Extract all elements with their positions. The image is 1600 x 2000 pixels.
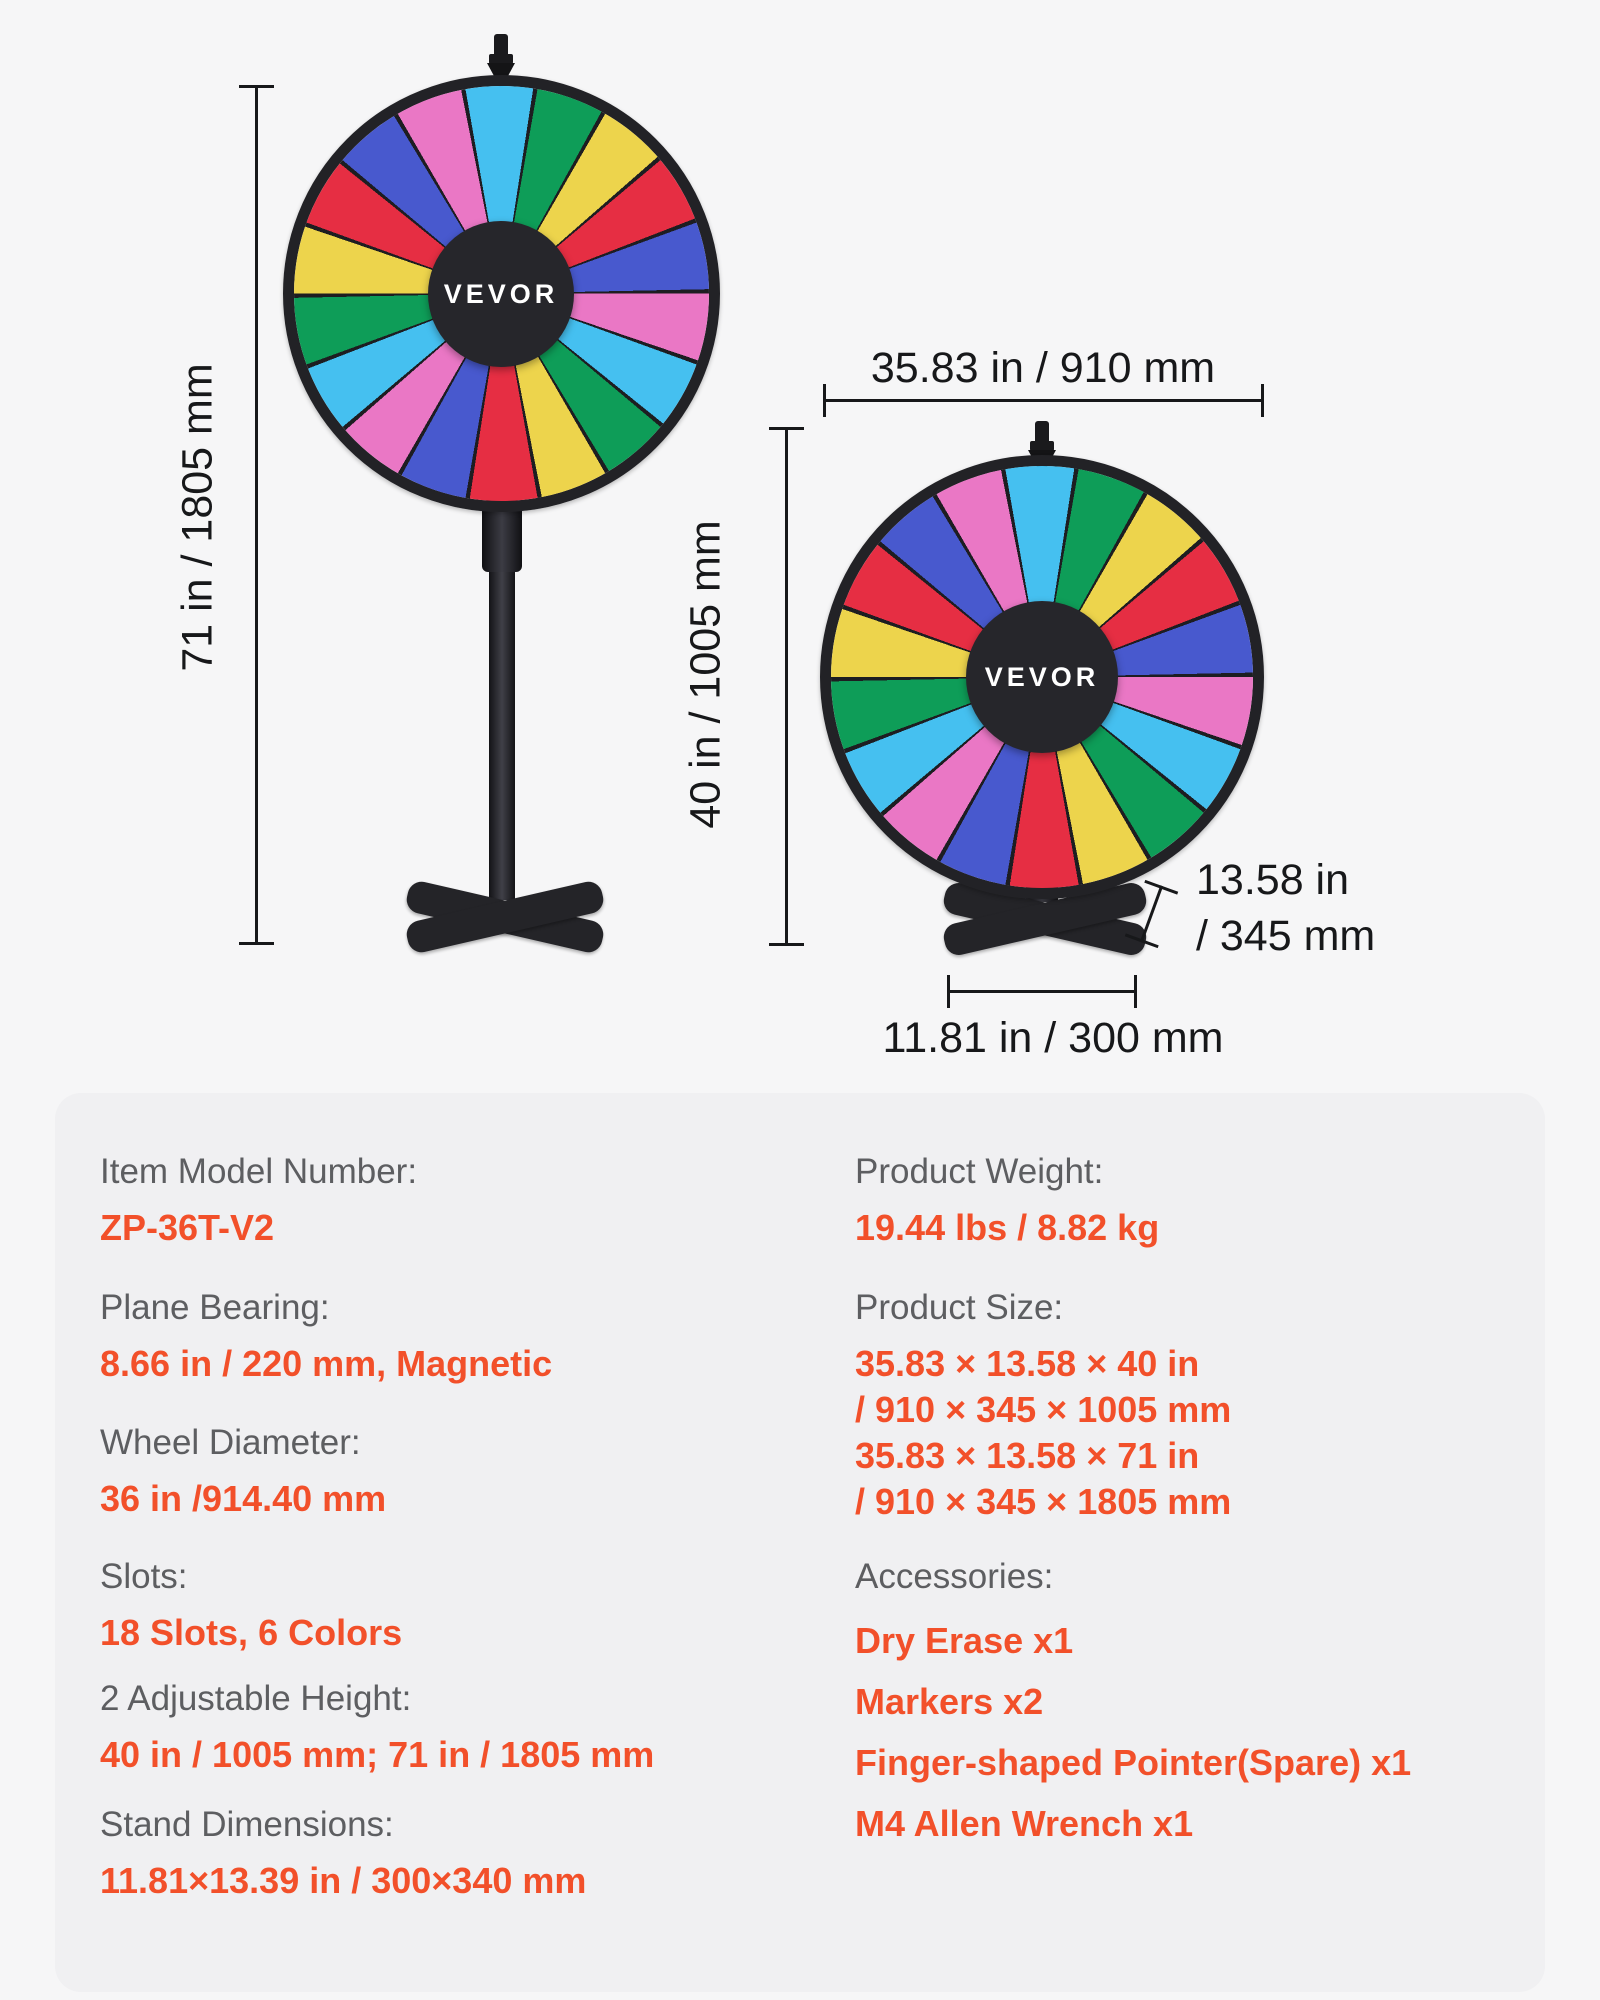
- left-wheel-hub: [428, 221, 574, 367]
- spec-accessories: Accessories: Dry Erase x1 Markers x2 Finger-shaped Pointer(Spare) x1 M4 Allen Wrench x1: [855, 1557, 1412, 1844]
- hub-logo: VEVOR: [443, 278, 559, 309]
- right-wheel-hub: [966, 601, 1118, 753]
- base-depth-label: 13.58 in / 345 mm: [1196, 856, 1376, 960]
- left-stand-base: [405, 886, 605, 950]
- spec-item-model-number: Item Model Number: ZP-36T-V2: [100, 1152, 418, 1248]
- spec-stand-dimensions: Stand Dimensions: 11.81×13.39 in / 300×340 mm: [100, 1805, 587, 1901]
- wheel-width-label: 35.83 in / 910 mm: [870, 344, 1216, 392]
- wheel-width-dimension-line: [823, 399, 1264, 402]
- floor-height-dimension-line: [255, 85, 258, 945]
- base-width-label: 11.81 in / 300 mm: [882, 1014, 1224, 1062]
- base-width-dimension-line: [947, 990, 1137, 993]
- spec-plane-bearing: Plane Bearing: 8.66 in / 220 mm, Magnetic: [100, 1288, 553, 1384]
- spec-wheel-diameter: Wheel Diameter: 36 in /914.40 mm: [100, 1423, 387, 1519]
- specs-panel: [55, 1093, 1545, 1992]
- spec-product-weight: Product Weight: 19.44 lbs / 8.82 kg: [855, 1152, 1160, 1248]
- floor-height-label: 71 in / 1805 mm: [173, 363, 222, 672]
- spec-adjustable-height: 2 Adjustable Height: 40 in / 1005 mm; 71 in / 1805 mm: [100, 1679, 655, 1775]
- hub-logo: VEVOR: [984, 661, 1100, 692]
- table-height-dimension-line: [785, 427, 788, 946]
- spec-slots: Slots: 18 Slots, 6 Colors: [100, 1557, 403, 1653]
- table-height-label: 40 in / 1005 mm: [681, 520, 730, 829]
- spec-product-size: Product Size: 35.83 × 13.58 × 40 in / 910 × 345 × 1005 mm 35.83 × 13.58 × 71 in / 910 × 345 × 1805 mm: [855, 1288, 1232, 1522]
